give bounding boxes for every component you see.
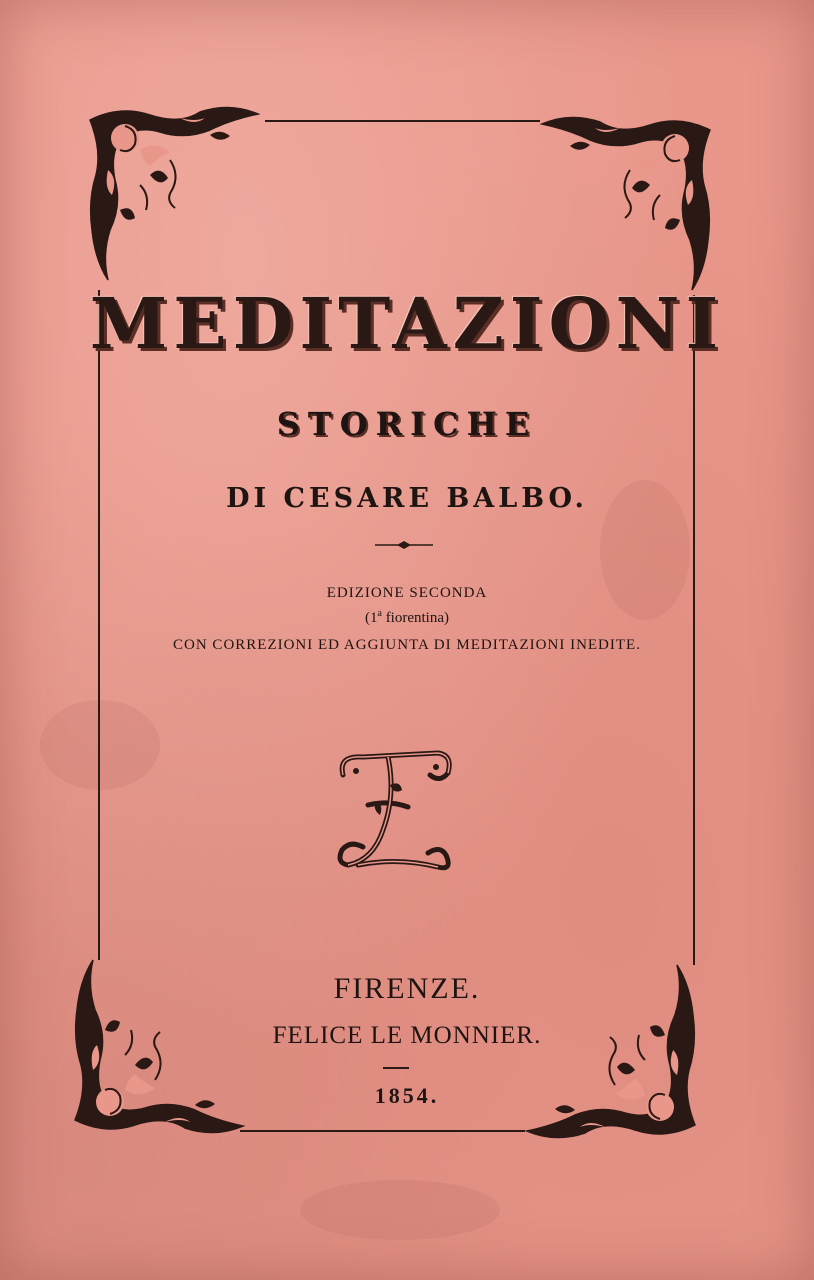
publisher-name: FELICE LE MONNIER. — [272, 1022, 542, 1049]
edition-line: EDIZIONE SECONDA — [326, 585, 488, 601]
paper-stain — [40, 700, 160, 790]
frame-top-rule — [265, 120, 540, 122]
short-rule-divider — [383, 1067, 409, 1069]
publisher-city: FIRENZE. — [333, 972, 481, 1005]
frame-right-rule — [693, 295, 695, 965]
first-ed-superscript: a — [377, 608, 382, 619]
first-florentine-line — [0, 608, 814, 627]
first-ed-open: (1 — [364, 610, 378, 626]
publication-year: 1854. — [374, 1083, 440, 1108]
corrections-line: CON CORREZIONI ED AGGIUNTA DI MEDITAZIONI INEDITE. — [173, 637, 641, 653]
frame-bottom-rule — [240, 1130, 525, 1132]
corner-ornament-icon-top-left — [80, 100, 265, 285]
book-author: DI CESARE BALBO. — [226, 483, 588, 514]
paper-stain — [300, 1180, 500, 1240]
monogram-icon — [328, 745, 458, 880]
diamond-dash-icon — [375, 541, 433, 549]
corner-ornament-icon-top-right — [535, 110, 720, 295]
first-ed-rest: fiorentina) — [381, 610, 449, 626]
book-title: MEDITAZIONI — [89, 282, 725, 365]
book-subtitle: STORICHE — [276, 405, 538, 443]
